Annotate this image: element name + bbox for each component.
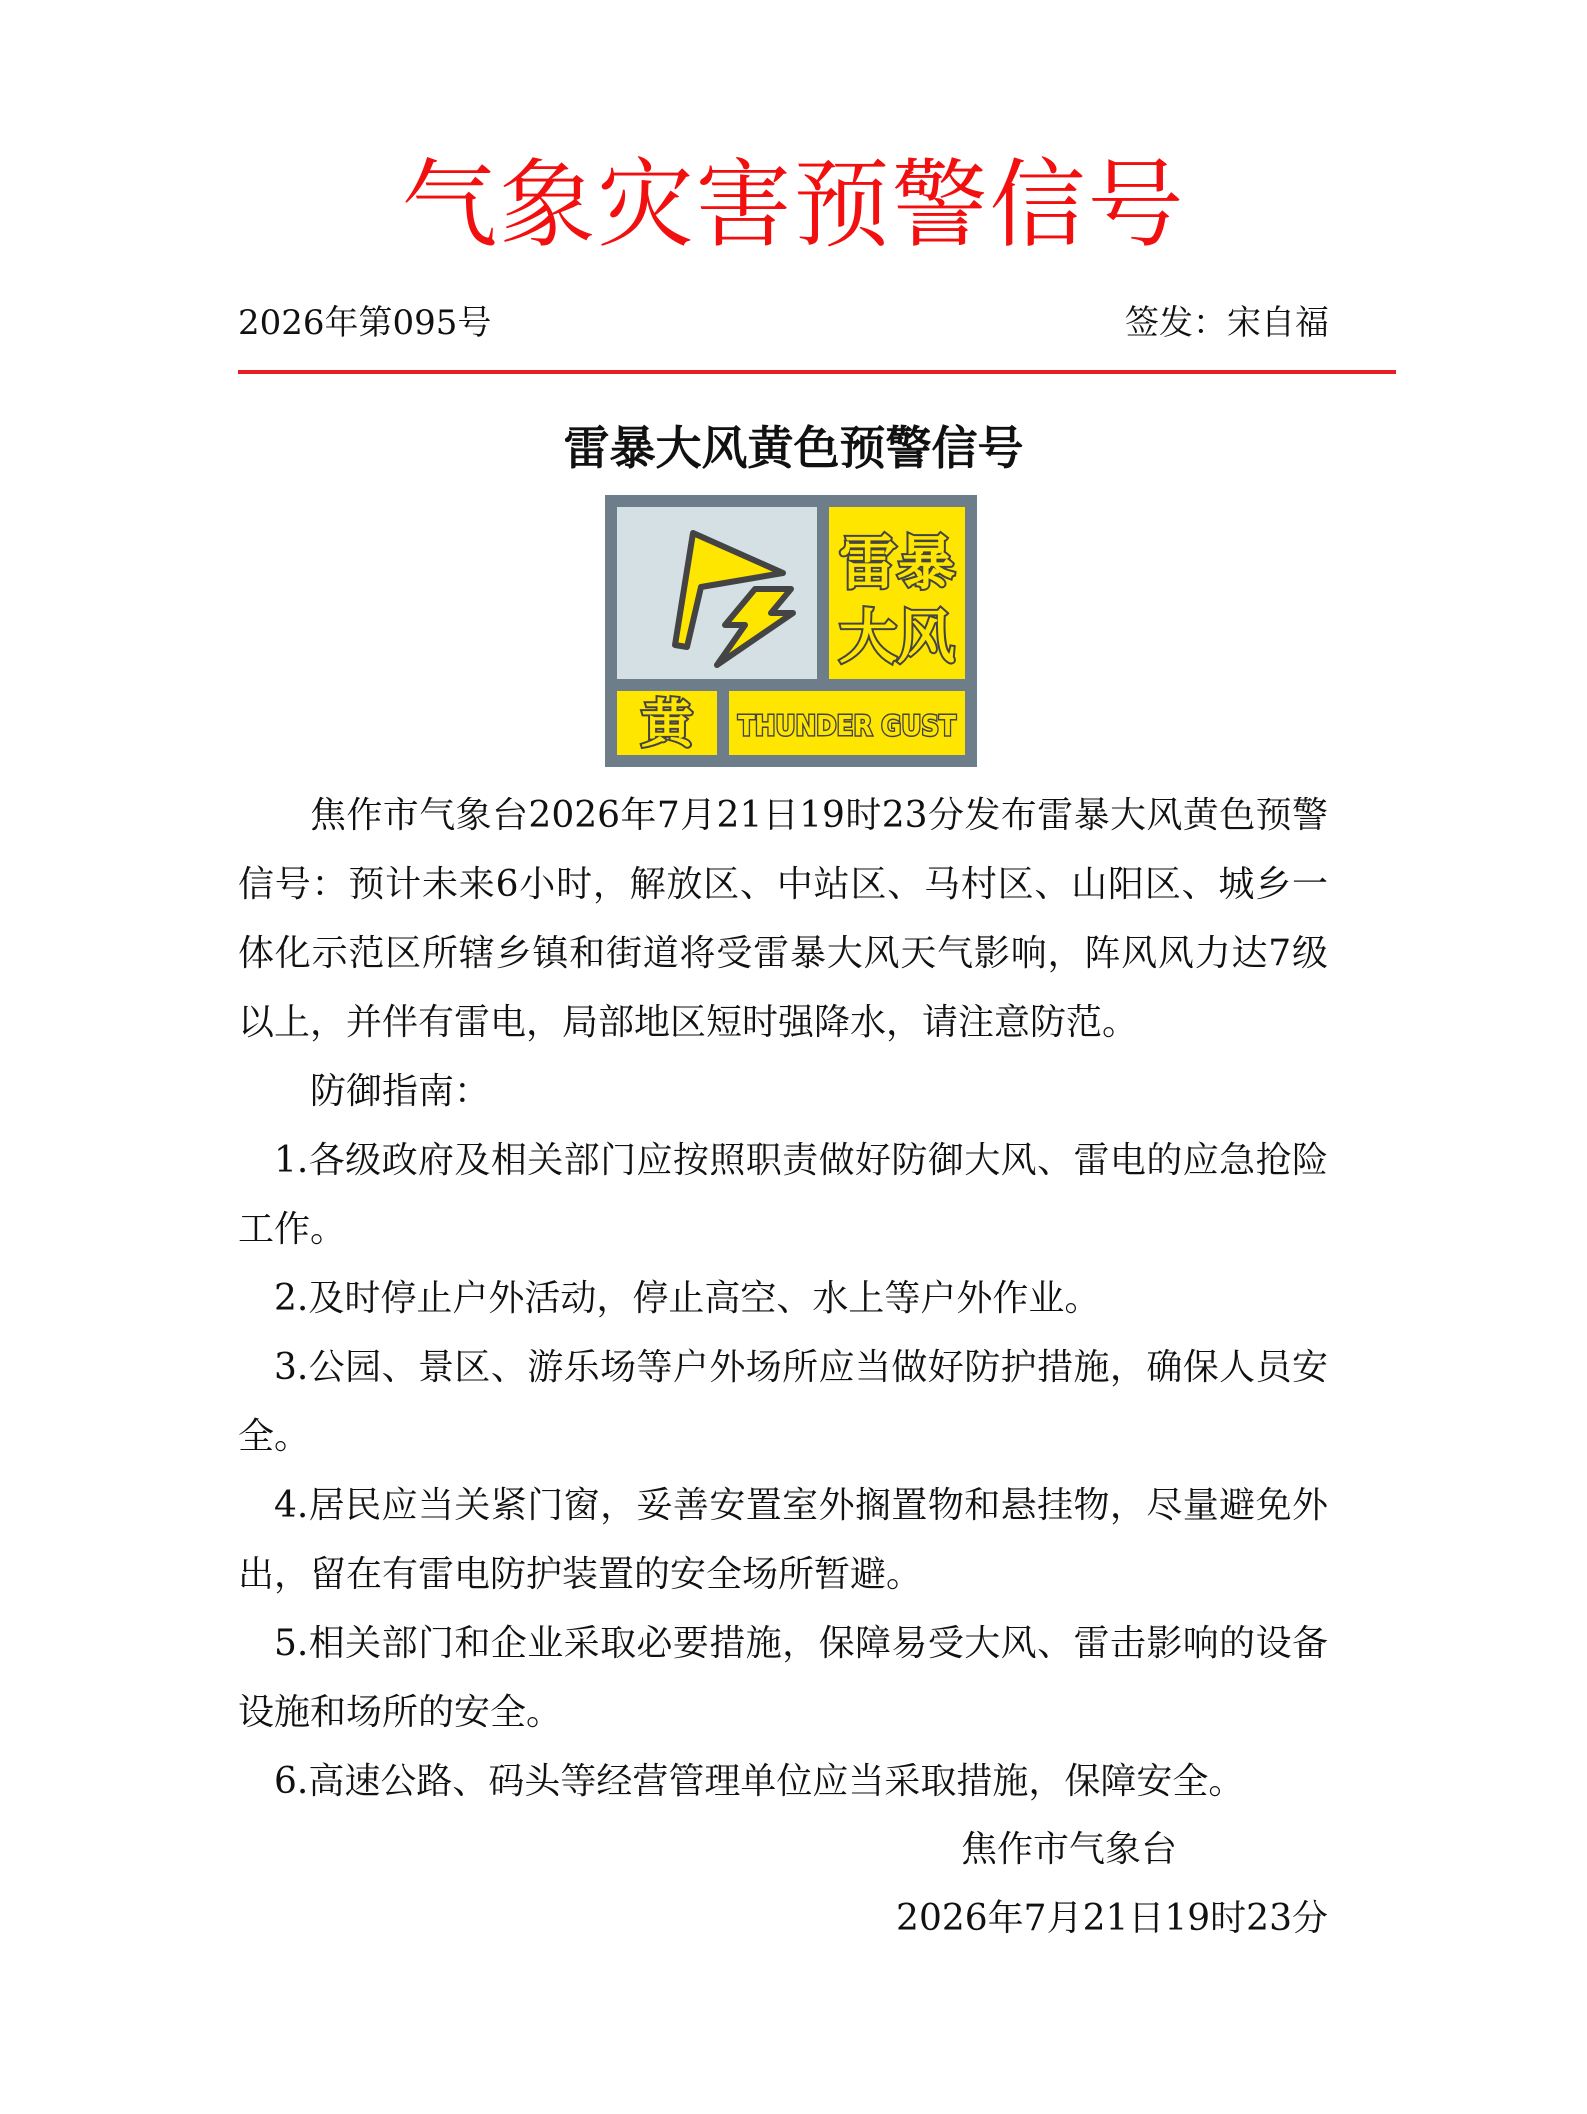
signer: 签发：宋自福 bbox=[1125, 303, 1329, 343]
guide-item: 2.及时停止户外活动，停止高空、水上等户外作业。 bbox=[274, 1278, 1101, 1319]
thunder-gust-yellow-icon bbox=[605, 495, 977, 767]
guide-item: 1.各级政府及相关部门应按照职责做好防御大风、雷电的应急抢险工作。 bbox=[238, 1140, 1328, 1250]
issuing-organization: 焦作市气象台 bbox=[960, 1829, 1177, 1870]
red-divider bbox=[238, 370, 1396, 374]
signal-english: THUNDER GUST bbox=[738, 709, 956, 742]
guide-item: 3.公园、景区、游乐场等户外场所应当做好防护措施，确保人员安全。 bbox=[238, 1347, 1328, 1457]
document-body bbox=[238, 781, 1328, 1816]
guide-item: 4.居民应当关紧门窗，妥善安置室外搁置物和悬挂物，尽量避免外出，留在有雷电防护装置的安全场所暂避。 bbox=[238, 1485, 1328, 1595]
signal-level-char: 黄 bbox=[640, 695, 694, 755]
signal-chars-top: 雷暴 bbox=[838, 529, 956, 597]
signal-chars-bottom: 大风 bbox=[838, 603, 956, 671]
guide-item: 5.相关部门和企业采取必要措施，保障易受大风、雷击影响的设备设施和场所的安全。 bbox=[238, 1623, 1328, 1733]
issue-datetime: 2026年7月21日19时23分 bbox=[896, 1898, 1328, 1939]
guide-heading: 防御指南： bbox=[310, 1071, 491, 1112]
intro-paragraph: 焦作市气象台2026年7月21日19时23分发布雷暴大风黄色预警信号：预计未来6小时，解放区、中站区、马村区、山阳区、城乡一体化示范区所辖乡镇和街道将受雷暴大风天气影响，阵风风力达7级以上，并伴有雷电，局部地区短时强降水，请注意防范。 bbox=[238, 795, 1328, 1043]
banner-title: 气象灾害预警信号 bbox=[401, 149, 1186, 261]
guide-item: 6.高速公路、码头等经营管理单位应当采取措施，保障安全。 bbox=[274, 1761, 1245, 1802]
document-title: 雷暴大风黄色预警信号 bbox=[563, 421, 1024, 475]
issue-number: 2026年第095号 bbox=[238, 303, 492, 343]
thunder-gust-yellow-icon-svg bbox=[605, 495, 977, 767]
